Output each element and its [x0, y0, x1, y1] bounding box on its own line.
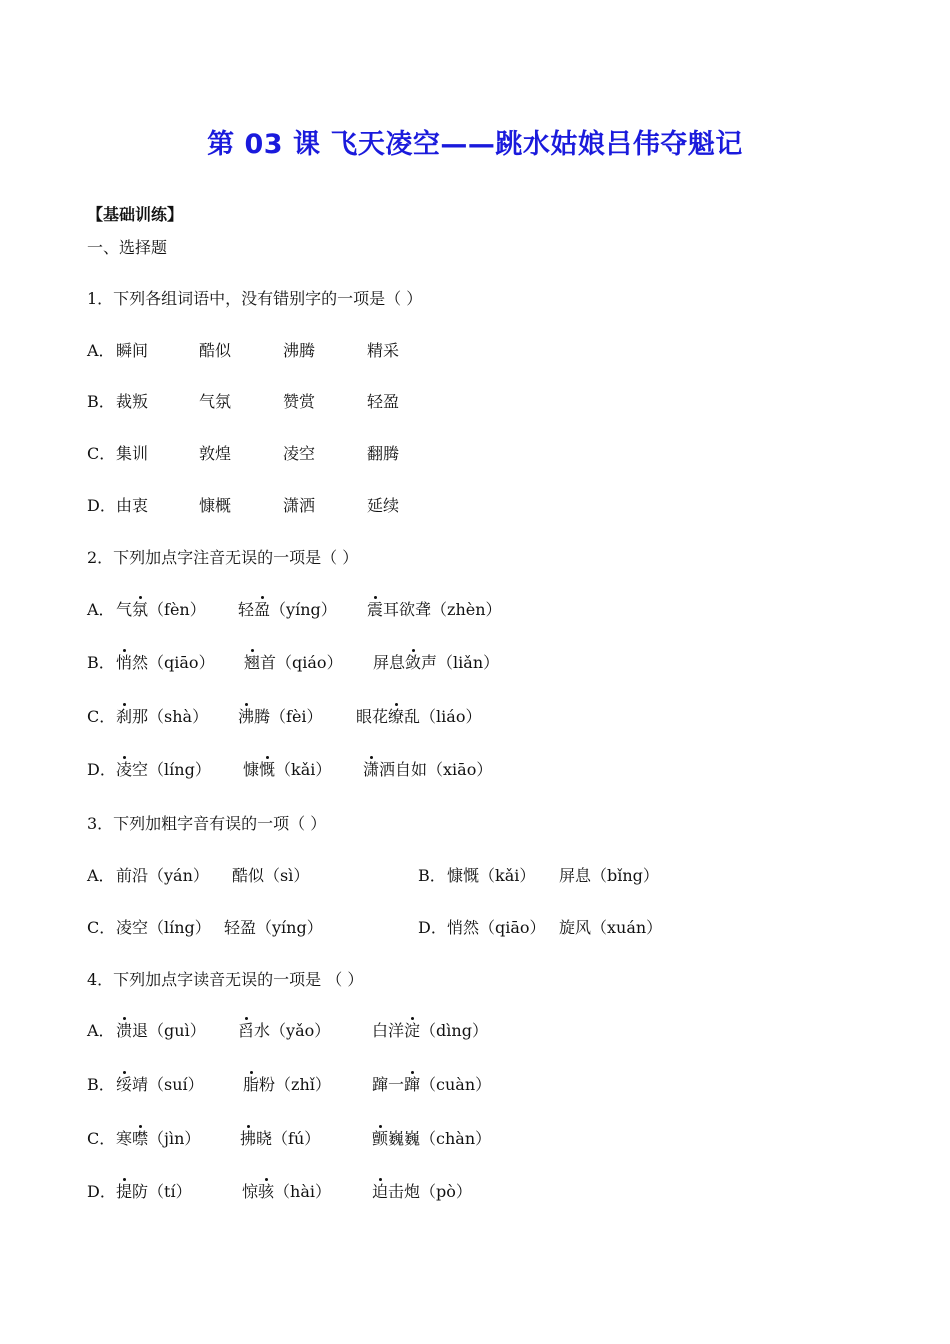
option-word: 气氛	[199, 392, 232, 411]
option-word: 由衷	[116, 496, 149, 515]
option-word: 敦煌	[199, 444, 232, 463]
option-item: 气氛（fèn）	[116, 600, 206, 619]
option-item: 寒噤（jìn）	[116, 1129, 201, 1148]
section-label: 【基础训练】	[87, 205, 184, 224]
option-item: 轻盈（yíng）	[238, 600, 337, 619]
option-item: 刹那（shà）	[116, 707, 209, 726]
option-word: 凌空	[283, 444, 316, 463]
option-item: 白洋淀（dìng）	[372, 1021, 488, 1040]
option-item: 沸腾（fèi）	[238, 707, 323, 726]
option-item: 屏息敛声（liǎn）	[373, 653, 500, 672]
option-label: A．	[87, 866, 115, 885]
q3-stem: 3．下列加粗字音有误的一项（ ）	[87, 814, 327, 833]
option-item: 溃退（guì）	[116, 1021, 206, 1040]
dotted-char: 溃	[116, 1021, 133, 1040]
dotted-char: 慨	[259, 760, 276, 779]
dotted-char: 颤	[372, 1129, 389, 1148]
option-word: 延续	[367, 496, 400, 515]
dotted-char: 蹿	[404, 1075, 421, 1094]
option-item: 潇洒自如（xiāo）	[363, 760, 493, 779]
option-item: 旋风（xuán）	[559, 918, 663, 937]
option-label: B．	[87, 392, 115, 411]
option-label: D．	[418, 918, 447, 937]
option-item: 酷似（sì）	[232, 866, 310, 885]
dotted-char: 迫	[372, 1182, 389, 1201]
option-item: 凌空（líng）	[116, 918, 211, 937]
q4-stem: 4．下列加点字读音无误的一项是 （ ）	[87, 970, 364, 989]
dotted-char: 凌	[116, 760, 133, 779]
option-item: 拂晓（fú）	[240, 1129, 321, 1148]
part-heading: 一、选择题	[87, 238, 168, 257]
option-item: 前沿（yán）	[116, 866, 209, 885]
dotted-char: 噤	[132, 1129, 149, 1148]
option-label: D．	[87, 496, 116, 515]
option-item: 提防（tí）	[116, 1182, 192, 1201]
option-item: 凌空（líng）	[116, 760, 211, 779]
option-word: 精采	[367, 341, 400, 360]
option-item: 悄然（qiāo）	[447, 918, 546, 937]
option-word: 瞬间	[116, 341, 149, 360]
dotted-char: 提	[116, 1182, 133, 1201]
dotted-char: 敛	[405, 653, 422, 672]
dotted-char: 脂	[243, 1075, 260, 1094]
option-item: 舀水（yǎo）	[238, 1021, 331, 1040]
q1-stem: 1．下列各组词语中，没有错别字的一项是（ ）	[87, 289, 423, 308]
option-word: 集训	[116, 444, 149, 463]
option-item: 震耳欲聋（zhèn）	[367, 600, 502, 619]
option-word: 赞赏	[283, 392, 316, 411]
option-item: 翘首（qiáo）	[244, 653, 343, 672]
option-word: 裁叛	[116, 392, 149, 411]
option-label: D．	[87, 1182, 116, 1201]
dotted-char: 骇	[258, 1182, 275, 1201]
option-label: D．	[87, 760, 116, 779]
dotted-char: 氛	[132, 600, 149, 619]
dotted-char: 潇	[363, 760, 380, 779]
option-item: 轻盈（yíng）	[224, 918, 323, 937]
dotted-char: 震	[367, 600, 384, 619]
option-item: 迫击炮（pò）	[372, 1182, 472, 1201]
dotted-char: 盈	[254, 600, 271, 619]
option-label: C．	[87, 918, 116, 937]
dotted-char: 绥	[116, 1075, 133, 1094]
dotted-char: 舀	[238, 1021, 255, 1040]
option-item: 脂粉（zhǐ）	[243, 1075, 331, 1094]
option-word: 沸腾	[283, 341, 316, 360]
option-label: C．	[87, 444, 116, 463]
option-item: 慷慨（kǎi）	[447, 866, 536, 885]
dotted-char: 悄	[116, 653, 133, 672]
page-title: 第 03 课 飞天凌空——跳水姑娘吕伟夺魁记	[207, 129, 743, 160]
option-item: 惊骇（hài）	[242, 1182, 331, 1201]
option-item: 眼花缭乱（liáo）	[356, 707, 482, 726]
option-item: 颤巍巍（chàn）	[372, 1129, 492, 1148]
option-label: B．	[87, 653, 115, 672]
option-label: B．	[87, 1075, 115, 1094]
option-label: B．	[418, 866, 446, 885]
option-item: 悄然（qiāo）	[116, 653, 215, 672]
dotted-char: 拂	[240, 1129, 257, 1148]
dotted-char: 沸	[238, 707, 255, 726]
option-label: A．	[87, 341, 115, 360]
dotted-char: 翘	[244, 653, 261, 672]
option-word: 酷似	[199, 341, 232, 360]
dotted-char: 缭	[388, 707, 405, 726]
option-word: 潇洒	[283, 496, 316, 515]
q2-stem: 2．下列加点字注音无误的一项是（ ）	[87, 548, 359, 567]
option-word: 轻盈	[367, 392, 400, 411]
option-item: 蹿一蹿（cuàn）	[372, 1075, 492, 1094]
option-item: 绥靖（suí）	[116, 1075, 204, 1094]
option-item: 慷慨（kǎi）	[243, 760, 332, 779]
option-label: C．	[87, 1129, 116, 1148]
option-word: 慷概	[199, 496, 232, 515]
option-word: 翻腾	[367, 444, 400, 463]
option-item: 屏息（bǐng）	[559, 866, 659, 885]
dotted-char: 淀	[404, 1021, 421, 1040]
option-label: A．	[87, 1021, 115, 1040]
option-label: C．	[87, 707, 116, 726]
option-label: A．	[87, 600, 115, 619]
dotted-char: 刹	[116, 707, 133, 726]
